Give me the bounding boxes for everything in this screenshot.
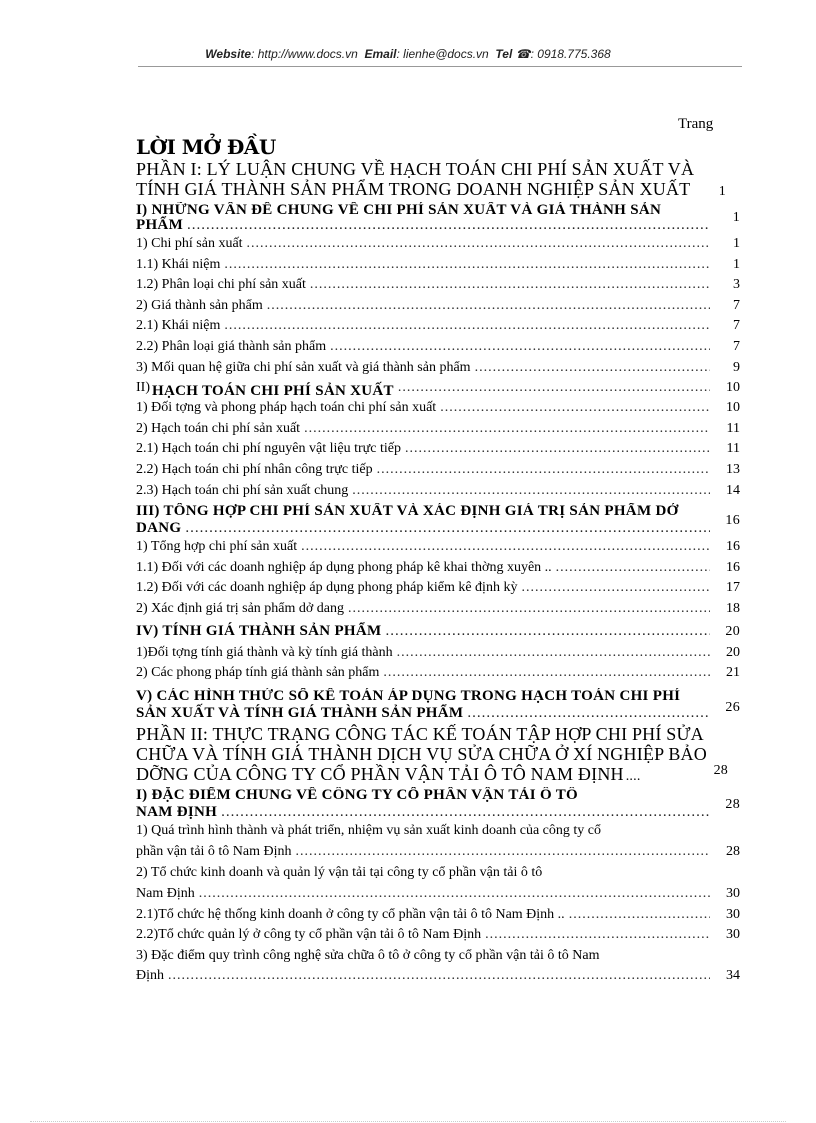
website-value: : http://www.docs.vn [251,47,358,61]
toc-entry [136,599,740,620]
toc-entry-text: 2.2) Hạch toán chi phí nhân công trực tiếp [136,461,373,477]
toc-part-1 [136,159,740,202]
toc-entry [136,296,740,317]
page-column-label: Trang [678,116,714,132]
toc-entry-page: 9 [733,359,740,375]
toc-list-f [136,905,740,946]
toc-entry-page: 7 [733,318,740,334]
toc-entry-text: 2) Hạch toán chi phí sản xuất [136,420,301,436]
toc-entry-text: 2.1)Tổ chức hệ thống kinh doanh ở công ty cổ phần vận tải ô tô Nam Định .. [136,906,565,922]
toc-entry [136,558,740,579]
toc-section-5 [136,688,740,722]
section-3-line-2: DANG [136,520,182,537]
toc-entry-text: 2) Xác định giá trị sản phẩm dở dang [136,600,345,616]
toc-entry-text: 1.1) Khái niệm [136,256,221,272]
toc-list-d [136,643,740,684]
email-value: : lienhe@docs.vn [396,47,489,61]
toc-section-6 [136,787,740,821]
toc-section-4 [136,620,740,643]
toc-entry-page: 13 [726,461,740,477]
toc-entry-page: 3 [733,277,740,293]
toc-entry-text: 1) Chi phí sản xuất [136,236,243,251]
toc-entry-text: 2.2) Phân loại giá thành sản phẩm [136,338,327,354]
toc-entry-page: 17 [726,580,740,596]
toc-entry [136,255,740,276]
toc-entry [136,925,740,946]
toc-part-2: PHẦN II: THỰC TRẠNG CÔNG TÁC KẾ TOÁN TẬP HỢP CHI PHÍ SỬA CHỮA VÀ TÍNH GIÁ THÀNH DỊCH VỤ SỬA CHỮA Ở XÍ NGHIỆP BẢO DỠNG CỦA CÔNG TY CỔ PHẦN VẬN TẢI Ô TÔ NAM ĐỊNH .... 28 [136,724,740,787]
toc-list-b [136,398,740,501]
toc-entry-page: 7 [733,297,740,313]
toc-entry-text: 2.1) Khái niệm [136,318,221,334]
email-label: Email [364,47,397,61]
section-1-line-2: PHẨM [136,217,184,233]
toc-entry-page: 7 [733,338,740,354]
toc-entry-page: 10 [726,400,740,416]
part-2-page: 28 [713,762,728,778]
toc-entry [136,398,740,419]
toc-entry-text: 2) Các phong pháp tính giá thành sản phẩm [136,665,380,681]
toc-list-e [136,821,740,905]
page-bottom-border [30,1121,786,1122]
toc-entry-text: 2.3) Hạch toán chi phí sản xuất chung [136,482,349,498]
section-3-page: 16 [725,513,740,529]
part-1-line-2: TÍNH GIÁ THÀNH SẢN PHẨM TRONG DOANH NGHIỆP SẢN XUẤT [136,179,691,199]
page-header [0,47,816,61]
tel-label: Tel [495,47,513,61]
toc-list-c [136,537,740,619]
toc-entry-page: 28 [726,843,740,859]
toc-entry [136,905,740,926]
toc-entry-page: 1 [733,256,740,272]
toc-entry-page: 11 [726,441,740,457]
toc-entry [136,537,740,558]
toc-entry-page: 30 [726,927,740,943]
section-2-page: 10 [726,380,740,396]
toc-entry-page: 16 [726,539,740,555]
section-6-page: 28 [725,796,740,812]
toc-entry-page: 11 [726,420,740,436]
toc-entry-page: 30 [726,906,740,922]
toc-entry-text-cont: phần vận tải ô tô Nam Định [136,843,292,859]
toc-entry-text: 1) Đối tợng và phong pháp hạch toán chi phí sản xuất [136,400,437,416]
item-g-line-2: Định [136,967,164,983]
toc-entry-text-cont: Nam Định [136,885,195,901]
toc-entry-text: 1.1) Đối với các doanh nghiệp áp dụng phong pháp kê khai thờng xuyên .. [136,559,552,575]
toc-item-g [136,946,740,986]
toc-entry-page: 18 [726,600,740,616]
toc-entry-text: 2) Tổ chức kinh doanh và quản lý vận tải tại công ty cổ phần vận tải ô tô [136,864,543,880]
toc-entry-text: 2) Giá thành sản phẩm [136,297,263,313]
table-of-contents [136,135,740,986]
section-4-title: IV) TÍNH GIÁ THÀNH SẢN PHẨM [136,622,382,639]
part-1-page: 1 [718,184,726,199]
toc-entry-text: 2.2)Tổ chức quản lý ở công ty cổ phần vận tải ô tô Nam Định [136,927,482,943]
toc-entry [136,419,740,440]
section-6-line-2: NAM ĐỊNH [136,803,218,820]
section-1-page: 1 [732,210,740,225]
part-2-line-1: PHẦN II: THỰC TRẠNG CÔNG TÁC KẾ TOÁN TẬP HỢP CHI PHÍ SỬA [136,723,704,744]
header-divider [138,66,742,67]
toc-entry-page: 20 [726,644,740,660]
toc-section-1 [136,202,740,234]
toc-entry-page: 14 [726,482,740,498]
toc-entry [136,460,740,481]
toc-entry [136,275,740,296]
section-5-line-2: SẢN XUẤT VÀ TÍNH GIÁ THÀNH SẢN PHẨM [136,704,464,721]
phone-icon: ☎ [515,47,531,61]
website-label: Website [205,47,252,61]
section-6-line-1: I) ĐẶC ĐIỂM CHUNG VỀ CÔNG TY CỔ PHẦN VẬN TẢI Ô TÔ [136,786,578,803]
part-2-line-2: CHỮA VÀ TÍNH GIÁ THÀNH DỊCH VỤ SỬA CHỮA Ở XÍ NGHIỆP BẢO [136,743,707,764]
toc-entry-text: 2.1) Hạch toán chi phí nguyên vật liệu trực tiếp [136,441,401,457]
toc-entry-text: 1.2) Đối với các doanh nghiệp áp dụng phong pháp kiểm kê định kỳ [136,580,518,596]
section-3-line-1: III) TỔNG HỢP CHI PHÍ SẢN XUẤT VÀ XÁC ĐỊNH GIÁ TRỊ SẢN PHẨM DỞ [136,503,679,520]
toc-entry [136,863,740,905]
tel-value: : 0918.775.368 [530,47,611,61]
item-g-line-1: 3) Đặc điểm quy trình công nghệ sửa chữa ô tô ở công ty cổ phần vận tải ô tô Nam [136,947,600,963]
toc-entry [136,337,740,358]
toc-entry-page: 1 [733,236,740,251]
toc-entry [136,439,740,460]
toc-entry [136,821,740,863]
part-1-line-1: PHẦN I: LÝ LUẬN CHUNG VỀ HẠCH TOÁN CHI PHÍ SẢN XUẤT VÀ [136,159,695,179]
section-5-line-1: V) CÁC HÌNH THỨC SỔ KẾ TOÁN ÁP DỤNG TRONG HẠCH TOÁN CHI PHÍ [136,687,681,704]
toc-entry-text: 1)Đối tợng tính giá thành và kỳ tính giá thành [136,644,393,660]
section-1-line-1: I) NHỮNG VẤN ĐỀ CHUNG VỀ CHI PHÍ SẢN XUẤT VÀ GIÁ THÀNH SẢN [136,202,662,218]
toc-entry-page: 16 [726,559,740,575]
toc-entry [136,358,740,379]
section-5-page: 26 [725,699,740,715]
toc-entry-text: 3) Mối quan hệ giữa chi phí sản xuất và giá thành sản phẩm [136,359,471,375]
toc-section-3 [136,503,740,537]
toc-entry [136,663,740,684]
section-2-prefix: II) [136,380,150,396]
toc-list-a [136,234,740,378]
toc-entry [136,578,740,599]
toc-entry-text: 1) Tổng hợp chi phí sản xuất [136,539,298,555]
toc-entry-page: 30 [726,885,740,901]
section-2-title: HẠCH TOÁN CHI PHÍ SẢN XUẤT [152,383,394,400]
toc-entry [136,234,740,255]
part-2-line-3: DỠNG CỦA CÔNG TY CỔ PHẦN VẬN TẢI Ô TÔ NAM ĐỊNH [136,763,624,784]
toc-entry-text: 1) Quá trình hình thành và phát triển, nhiệm vụ sản xuất kinh doanh của công ty cổ [136,822,602,838]
toc-entry [136,481,740,502]
toc-section-2 [136,378,740,398]
toc-title: LỜI MỞ ĐẦU [136,135,276,159]
toc-entry-text: 1.2) Phân loại chi phí sản xuất [136,277,306,293]
item-g-page: 34 [726,967,740,983]
toc-entry [136,643,740,664]
toc-entry [136,316,740,337]
toc-entry-page: 21 [726,665,740,681]
section-4-page: 20 [725,623,740,639]
